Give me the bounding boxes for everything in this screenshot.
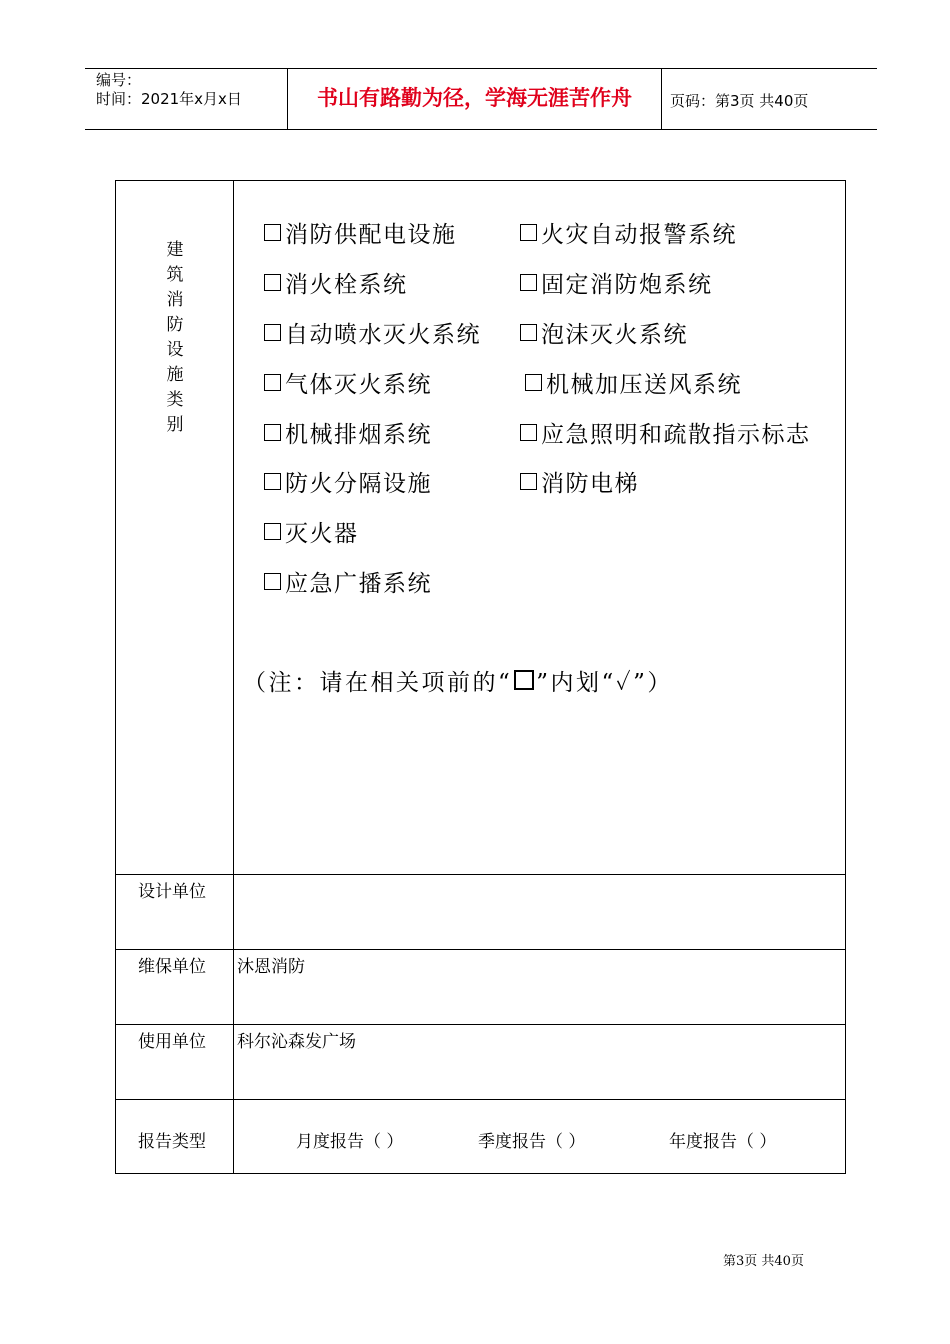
checkbox-icon[interactable] xyxy=(264,473,281,490)
facility-item[interactable] xyxy=(520,416,811,449)
checkbox-icon[interactable] xyxy=(520,424,537,441)
header-date-label: 时间：2021年x月x日 xyxy=(96,90,242,108)
facility-item-label: 灭火器 xyxy=(285,521,359,547)
facility-item-label: 应急广播系统 xyxy=(285,571,432,597)
header-motto: 书山有路勤为径，学海无涯苦作舟 xyxy=(317,86,632,110)
label-char: 消 xyxy=(166,290,184,310)
label-char: 别 xyxy=(166,415,184,435)
facility-item-label: 机械排烟系统 xyxy=(285,422,432,448)
maintenance-unit-value[interactable]: 沐恩消防 xyxy=(237,957,305,977)
maintenance-unit-label: 维保单位 xyxy=(138,957,206,977)
header-divider-right xyxy=(661,68,662,129)
note-text-middle: ”内划“ xyxy=(536,670,616,696)
facility-item[interactable] xyxy=(520,266,713,299)
checkbox-icon[interactable] xyxy=(520,274,537,291)
label-char: 防 xyxy=(166,315,184,335)
user-unit-value[interactable]: 科尔沁森发广场 xyxy=(237,1032,356,1052)
facility-item-label: 火灾自动报警系统 xyxy=(541,222,737,248)
checkbox-icon[interactable] xyxy=(264,573,281,590)
report-option-monthly[interactable]: 月度报告（ ） xyxy=(296,1132,404,1152)
checkbox-icon[interactable] xyxy=(525,374,542,391)
header-bottom-rule xyxy=(85,129,877,130)
checkbox-icon[interactable] xyxy=(264,274,281,291)
checkbox-icon[interactable] xyxy=(520,473,537,490)
label-char: 类 xyxy=(166,390,184,410)
facility-item[interactable] xyxy=(264,216,457,249)
checkbox-icon[interactable] xyxy=(520,224,537,241)
facility-item-label: 气体灭火系统 xyxy=(285,372,432,398)
design-unit-label: 设计单位 xyxy=(138,882,206,902)
header-page-label: 页码：第3页 共40页 xyxy=(670,92,809,110)
facility-category-label xyxy=(165,238,185,438)
row-divider-3 xyxy=(115,1024,846,1025)
checkbox-icon[interactable] xyxy=(264,374,281,391)
facility-item-label: 泡沫灭火系统 xyxy=(541,322,688,348)
note-text-before: （注：请在相关项前的“ xyxy=(243,670,513,696)
checkbox-icon[interactable] xyxy=(264,224,281,241)
report-option-quarterly[interactable]: 季度报告（ ） xyxy=(478,1132,586,1152)
row-divider-1 xyxy=(115,874,846,875)
facility-item-label: 机械加压送风系统 xyxy=(546,372,742,398)
checkbox-icon[interactable] xyxy=(264,424,281,441)
facility-item-label: 消火栓系统 xyxy=(285,272,408,298)
facility-item[interactable] xyxy=(264,565,432,598)
checkmark-icon: ✓ xyxy=(615,670,634,696)
facility-item[interactable] xyxy=(520,316,688,349)
facility-item-label: 消防供配电设施 xyxy=(285,222,457,248)
header-number-label: 编号： xyxy=(96,71,142,89)
facility-item-label: 应急照明和疏散指示标志 xyxy=(541,422,811,448)
note-box-icon xyxy=(514,670,534,690)
footer-page-number: 第3页 共40页 xyxy=(723,1254,804,1269)
label-char: 建 xyxy=(166,240,184,260)
facility-item[interactable] xyxy=(264,266,408,299)
facility-item-label: 消防电梯 xyxy=(541,471,639,497)
facility-item[interactable] xyxy=(264,366,432,399)
row-divider-2 xyxy=(115,949,846,950)
note-text-after: ”） xyxy=(633,670,673,696)
label-char: 筑 xyxy=(166,265,184,285)
facility-item-label: 自动喷水灭火系统 xyxy=(285,322,481,348)
instruction-note xyxy=(243,664,673,697)
checkbox-icon[interactable] xyxy=(520,324,537,341)
facility-item[interactable] xyxy=(525,366,742,399)
checkbox-icon[interactable] xyxy=(264,324,281,341)
facility-item[interactable] xyxy=(264,515,359,548)
facility-item-label: 固定消防炮系统 xyxy=(541,272,713,298)
facility-item[interactable] xyxy=(264,316,481,349)
facility-item[interactable] xyxy=(264,416,432,449)
row-divider-4 xyxy=(115,1099,846,1100)
facility-item-label: 防火分隔设施 xyxy=(285,471,432,497)
facility-item[interactable] xyxy=(520,465,639,498)
facility-item[interactable] xyxy=(264,465,432,498)
report-type-label: 报告类型 xyxy=(138,1132,206,1152)
label-char: 施 xyxy=(166,365,184,385)
user-unit-label: 使用单位 xyxy=(138,1032,206,1052)
header-top-rule xyxy=(85,68,877,69)
facility-item[interactable] xyxy=(520,216,737,249)
report-option-annual[interactable]: 年度报告（ ） xyxy=(669,1132,777,1152)
checkbox-icon[interactable] xyxy=(264,523,281,540)
label-char: 设 xyxy=(166,340,184,360)
